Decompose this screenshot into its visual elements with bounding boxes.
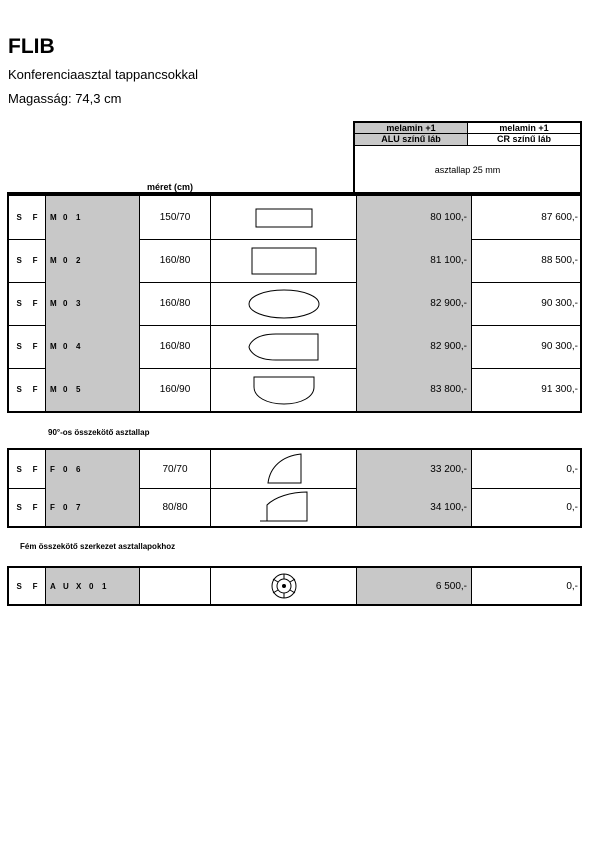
- table-row: [9, 568, 580, 604]
- ellipse-icon: [211, 282, 357, 325]
- product-code: F 0 6: [46, 450, 140, 488]
- price-alu: 82 900,-: [357, 325, 472, 368]
- product-size: 160/80: [140, 282, 211, 325]
- header-low-line: [355, 145, 580, 146]
- header-tabletop: asztallap 25 mm: [434, 165, 501, 175]
- product-size: 160/80: [140, 325, 211, 368]
- price-cr: 0,-: [472, 568, 582, 604]
- table-row: [9, 196, 580, 239]
- price-alu: 33 200,-: [357, 450, 472, 488]
- section-title: Fém összekötő szerkezet asztallapokhoz: [20, 542, 176, 551]
- quarter-icon: [211, 450, 357, 488]
- product-code-prefix: S F: [9, 196, 46, 239]
- header-cr-line1: melamin +1: [499, 123, 549, 133]
- product-group: [7, 448, 582, 528]
- product-code: M 0 4: [46, 325, 140, 368]
- product-code-prefix: S F: [9, 325, 46, 368]
- connector-icon-icon: [211, 568, 357, 604]
- product-size: 70/70: [140, 450, 211, 488]
- product-code: M 0 3: [46, 282, 140, 325]
- product-code-prefix: S F: [9, 368, 46, 411]
- table-row: [9, 239, 580, 282]
- header-alu-line2: ALU színű láb: [381, 134, 441, 144]
- product-code: A U X 0 1: [46, 568, 140, 604]
- rect-icon: [211, 239, 357, 282]
- header-cr-line2: CR színű láb: [496, 134, 551, 144]
- price-cr: 88 500,-: [472, 239, 582, 282]
- price-alu: 34 100,-: [357, 488, 472, 526]
- product-code-prefix: S F: [9, 282, 46, 325]
- price-cr: 87 600,-: [472, 196, 582, 239]
- table-row: [9, 282, 580, 325]
- drop-icon: [211, 325, 357, 368]
- product-code-prefix: S F: [9, 568, 46, 604]
- table-row: [9, 368, 580, 411]
- table-row: [9, 488, 580, 526]
- product-code-prefix: S F: [9, 488, 46, 526]
- product-group: [7, 194, 582, 413]
- product-height: Magasság: 74,3 cm: [8, 91, 122, 106]
- product-size: 150/70: [140, 196, 211, 239]
- price-alu: 6 500,-: [357, 568, 472, 604]
- header-alu-line1: melamin +1: [386, 123, 436, 133]
- product-code-prefix: S F: [9, 450, 46, 488]
- product-size: [140, 568, 211, 604]
- product-size: 80/80: [140, 488, 211, 526]
- header-size-label: méret (cm): [147, 182, 194, 192]
- page-title: FLIB: [8, 35, 55, 58]
- price-cr: 91 300,-: [472, 368, 582, 411]
- price-cr: 0,-: [472, 450, 582, 488]
- d-shape-icon: [211, 368, 357, 411]
- quarter-concave-icon: [211, 488, 357, 526]
- product-size: 160/90: [140, 368, 211, 411]
- table-row: [9, 450, 580, 488]
- price-alu: 82 900,-: [357, 282, 472, 325]
- price-alu: 80 100,-: [357, 196, 472, 239]
- price-cr: 90 300,-: [472, 325, 582, 368]
- rect-small-icon: [211, 196, 357, 239]
- section-title: 90°-os összekötő asztallap: [48, 428, 150, 437]
- product-group: [7, 566, 582, 606]
- price-alu: 81 100,-: [357, 239, 472, 282]
- price-cr: 90 300,-: [472, 282, 582, 325]
- product-size: 160/80: [140, 239, 211, 282]
- product-code-prefix: S F: [9, 239, 46, 282]
- product-subtitle: Konferenciaasztal tappancsokkal: [8, 67, 199, 82]
- product-code: M 0 1: [46, 196, 140, 239]
- price-alu: 83 800,-: [357, 368, 472, 411]
- product-code: F 0 7: [46, 488, 140, 526]
- table-row: [9, 325, 580, 368]
- product-code: M 0 2: [46, 239, 140, 282]
- product-code: M 0 5: [46, 368, 140, 411]
- price-cr: 0,-: [472, 488, 582, 526]
